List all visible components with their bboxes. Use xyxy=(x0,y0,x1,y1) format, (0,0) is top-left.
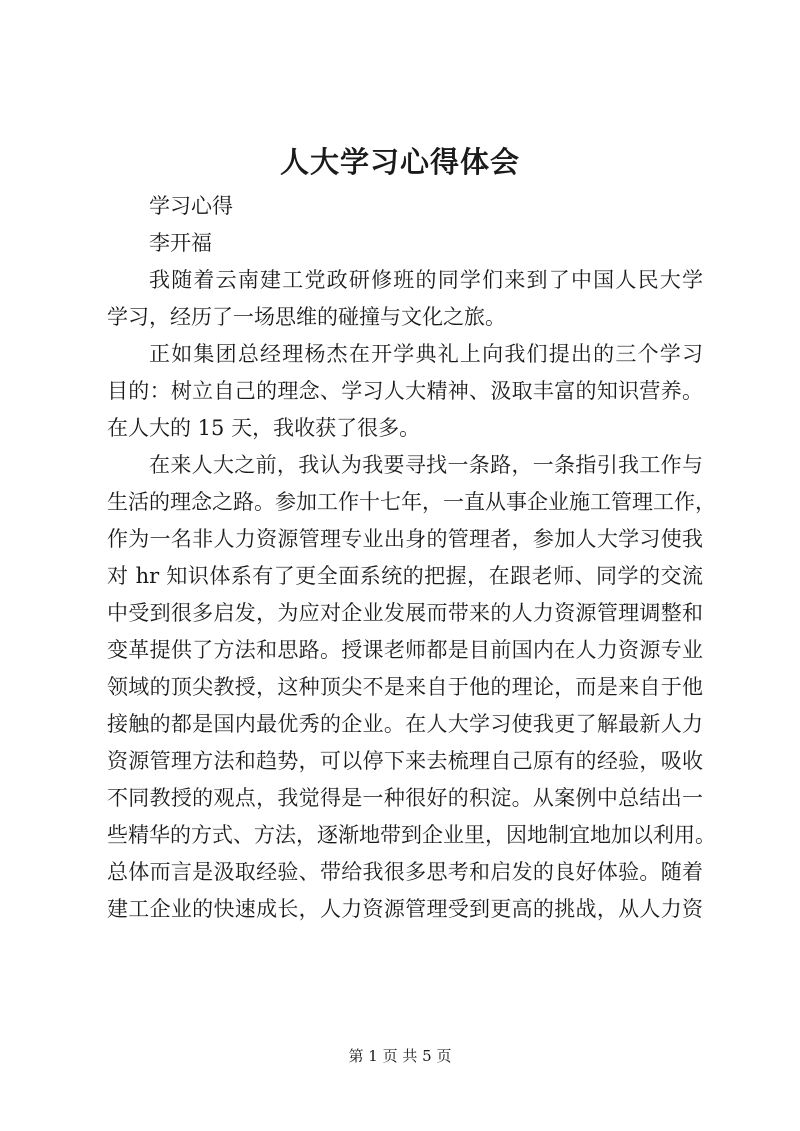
paragraph-line: 总体而言是汲取经验、带给我很多思考和启发的良好体验。随着 xyxy=(107,860,703,884)
page-footer: 第 1 页 共 5 页 xyxy=(348,1047,452,1065)
paragraph-line: 变革提供了方法和思路。授课老师都是目前国内在人力资源专业 xyxy=(107,638,703,662)
paragraph-line: 在人大的 15 天，我收获了很多。 xyxy=(107,416,421,440)
paragraph-line: 目的：树立自己的理念、学习人大精神、汲取丰富的知识营养。 xyxy=(107,379,703,403)
paragraph-line: 生活的理念之路。参加工作十七年，一直从事企业施工管理工作， xyxy=(107,490,716,514)
paragraph-line: 领域的顶尖教授，这种顶尖不是来自于他的理论，而是来自于他 xyxy=(107,675,703,699)
paragraph-line: 正如集团总经理杨杰在开学典礼上向我们提出的三个学习 xyxy=(149,342,703,366)
paragraph-1 xyxy=(107,262,703,336)
paragraph-3 xyxy=(107,447,716,928)
paragraph-2 xyxy=(107,336,703,447)
paragraph-line: 建工企业的快速成长，人力资源管理受到更高的挑战，从人力资 xyxy=(107,897,703,921)
paragraph-line: 中受到很多启发，为应对企业发展而带来的人力资源管理调整和 xyxy=(107,601,703,625)
author-name: 李开福 xyxy=(149,231,212,255)
heading-label: 学习心得 xyxy=(149,194,233,218)
document-body xyxy=(107,188,716,928)
paragraph-line: 资源管理方法和趋势，可以停下来去梳理自己原有的经验，吸收 xyxy=(107,749,703,773)
paragraph-line: 些精华的方式、方法，逐渐地带到企业里，因地制宜地加以利用。 xyxy=(107,823,716,847)
paragraph-line: 对 hr 知识体系有了更全面系统的把握，在跟老师、同学的交流 xyxy=(107,564,703,588)
paragraph-line: 学习，经历了一场思维的碰撞与文化之旅。 xyxy=(107,305,506,329)
paragraph-line: 接触的都是国内最优秀的企业。在人大学习使我更了解最新人力 xyxy=(107,712,703,736)
document-title: 人大学习心得体会 xyxy=(279,145,520,179)
paragraph-line: 不同教授的观点，我觉得是一种很好的积淀。从案例中总结出一 xyxy=(107,786,703,810)
paragraph-line: 作为一名非人力资源管理专业出身的管理者，参加人大学习使我 xyxy=(107,527,703,551)
paragraph-line: 在来人大之前，我认为我要寻找一条路，一条指引我工作与 xyxy=(149,453,703,477)
paragraph-line: 我随着云南建工党政研修班的同学们来到了中国人民大学 xyxy=(149,268,703,292)
